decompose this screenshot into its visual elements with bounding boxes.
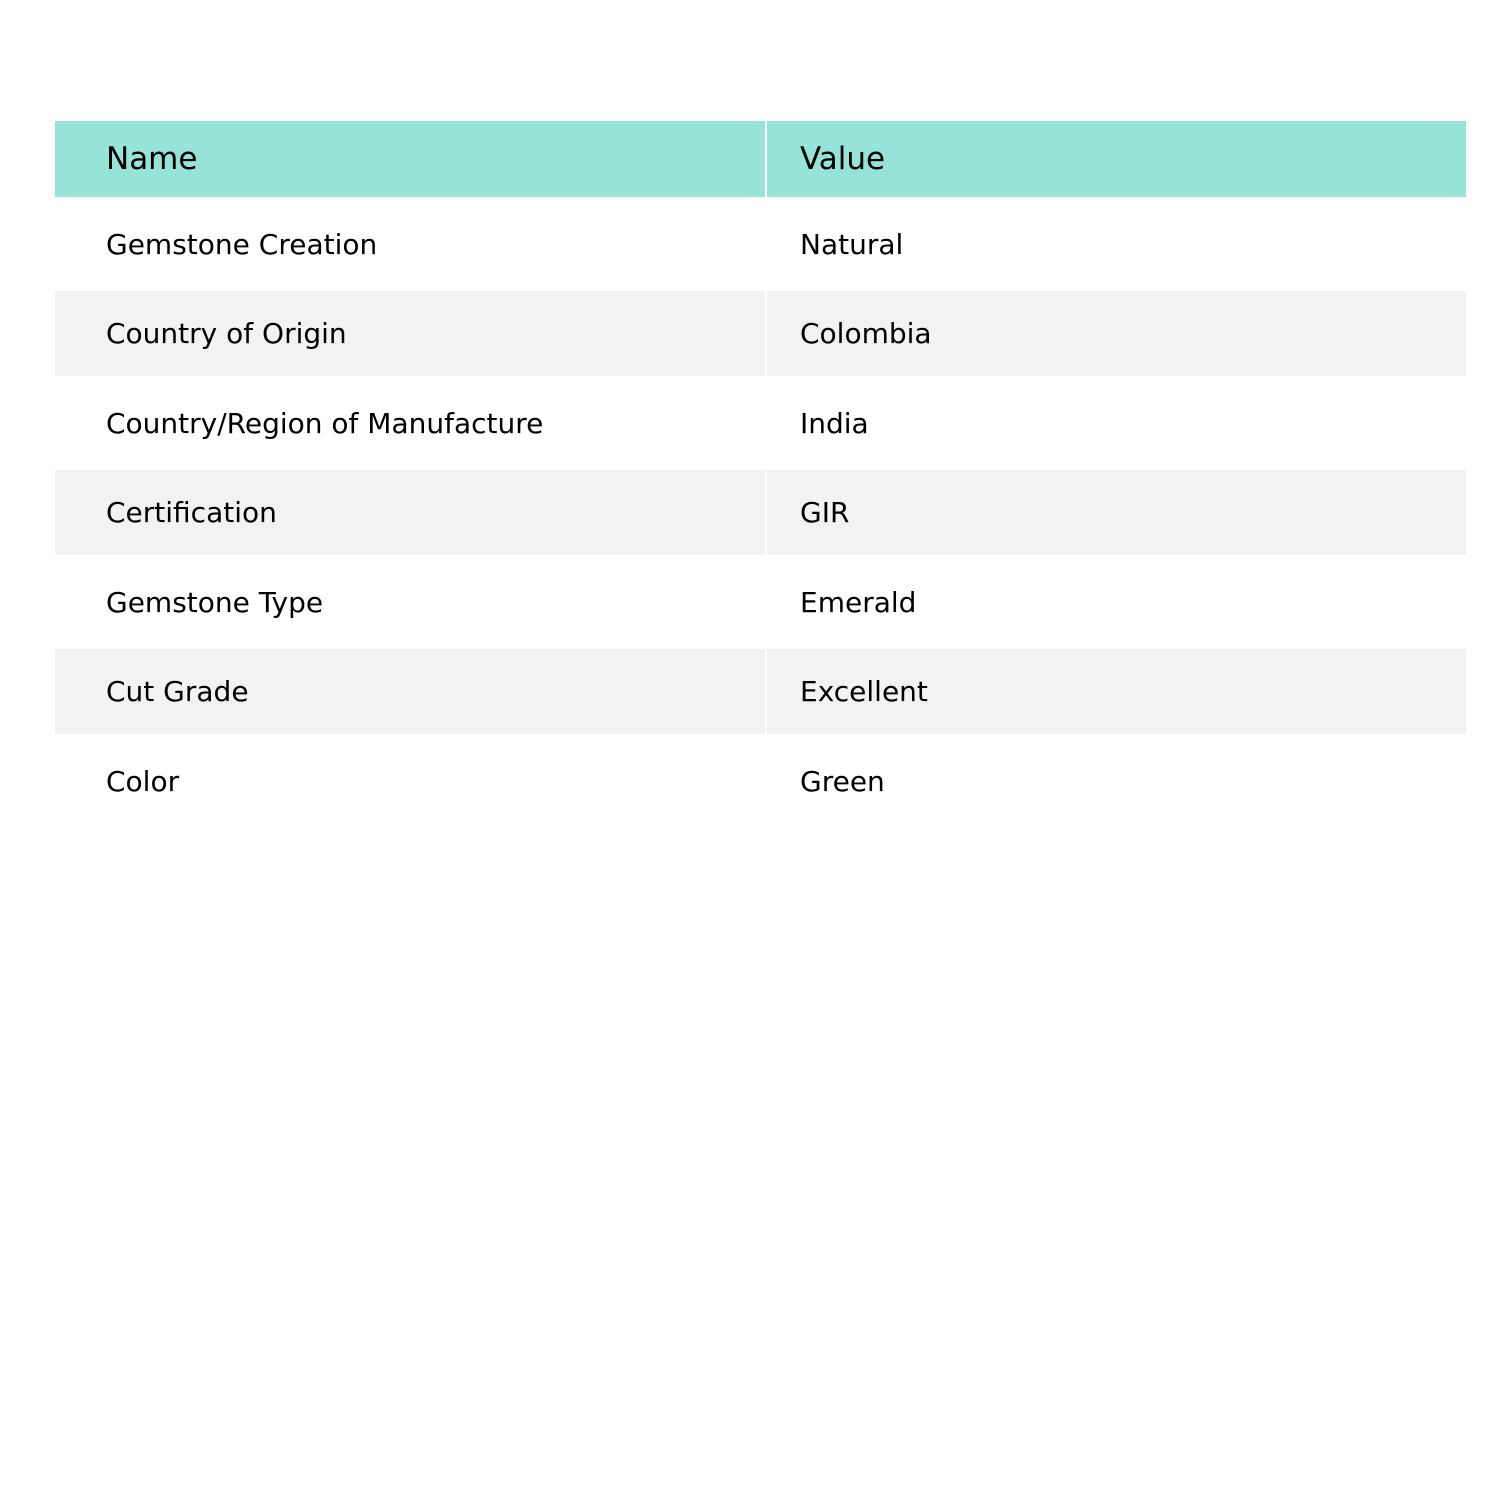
row-value: India — [800, 406, 869, 440]
row-value: Colombia — [800, 317, 932, 350]
item-specifics-table — [55, 121, 1466, 828]
table-row — [55, 197, 1466, 291]
header-value: Value — [800, 141, 886, 177]
row-name: Color — [55, 734, 766, 828]
row-value: Green — [800, 764, 885, 798]
row-name: Gemstone Type — [55, 555, 766, 649]
header-row — [55, 121, 1466, 197]
table-row — [55, 470, 1466, 555]
row-name: Gemstone Creation — [55, 197, 766, 291]
table-row — [55, 649, 1466, 734]
table-body — [55, 197, 1466, 828]
row-value: Excellent — [800, 675, 928, 708]
row-name: Country of Origin — [55, 291, 766, 376]
table-row — [55, 734, 1466, 828]
table-header — [55, 121, 1466, 197]
row-name: Country/Region of Manufacture — [55, 376, 766, 470]
row-value: Emerald — [800, 585, 917, 619]
table-row — [55, 291, 1466, 376]
table-row — [55, 376, 1466, 470]
header-name: Name — [55, 121, 766, 197]
row-name: Certification — [55, 470, 766, 555]
row-name: Cut Grade — [55, 649, 766, 734]
table-row — [55, 555, 1466, 649]
row-value: GIR — [800, 496, 850, 529]
row-value: Natural — [800, 227, 904, 261]
